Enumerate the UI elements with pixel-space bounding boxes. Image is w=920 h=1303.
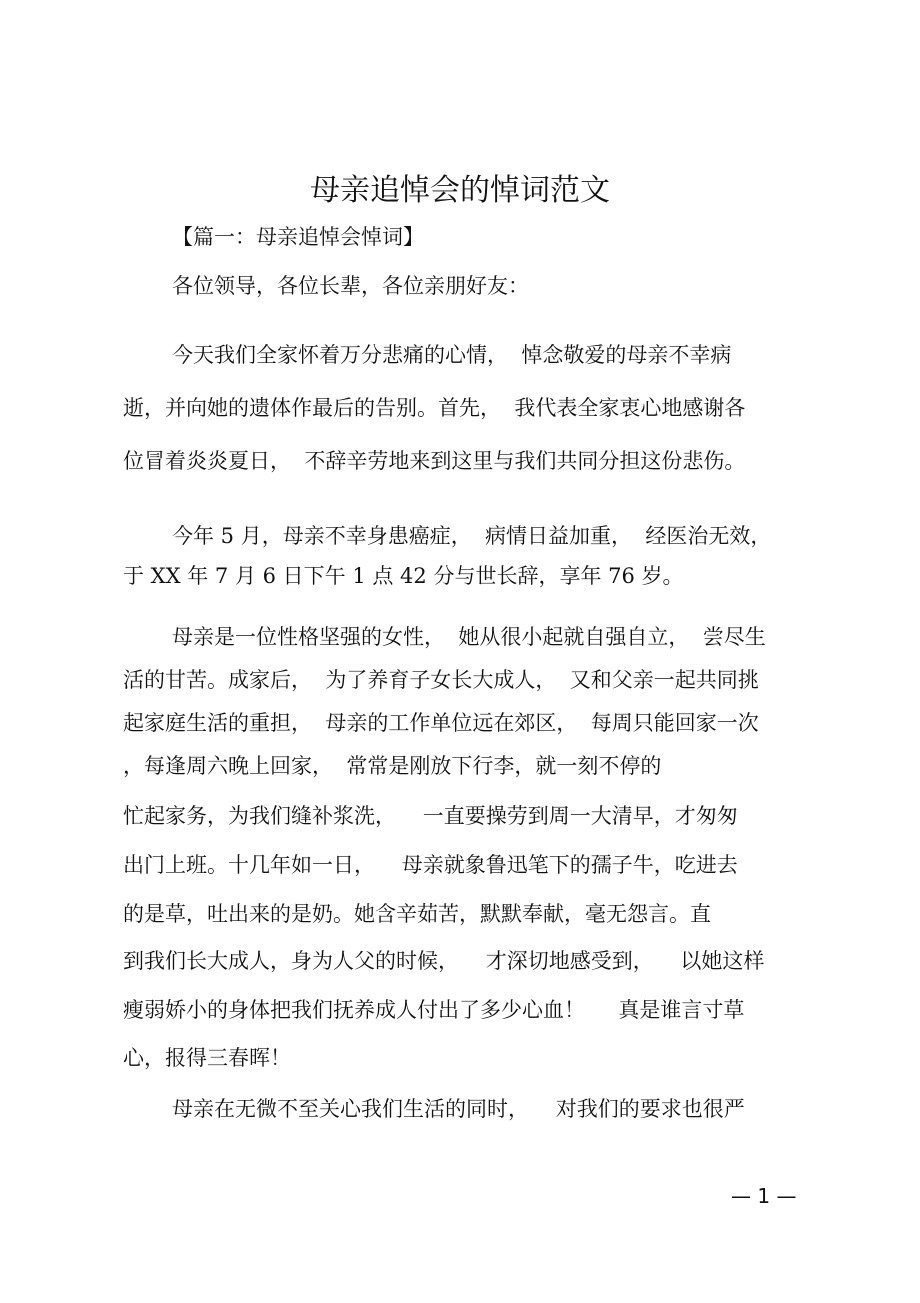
- section-heading: 【篇一：母亲追悼会悼词】: [172, 225, 424, 249]
- text-line: 逝，并向她的遗体作最后的告别。首先， 我代表全家衷心地感谢各: [123, 396, 746, 420]
- page-number: — 1 —: [731, 1184, 797, 1208]
- document-title: 母亲追悼会的悼词范文: [310, 173, 610, 208]
- text-line: 到我们长大成人，身为人父的时候， 才深切地感受到， 以她这样: [123, 949, 765, 973]
- text-line: 活的甘苦。成家后， 为了养育子女长大成人， 又和父亲一起共同挑: [123, 668, 759, 692]
- text-line: 今天我们全家怀着万分悲痛的心情， 悼念敬爱的母亲不幸病: [172, 343, 732, 367]
- text-line: 母亲是一位性格坚强的女性， 她从很小起就自强自立， 尝尽生: [172, 625, 766, 649]
- greeting: 各位领导，各位长辈，各位亲朋好友：: [172, 274, 529, 298]
- text-line: 出门上班。十几年如一日， 母亲就象鲁迅笔下的孺子牛，吃进去: [123, 853, 738, 877]
- text-line: 忙起家务，为我们缝补浆洗， 一直要操劳到周一大清早，才匆匆: [123, 804, 738, 828]
- text-line: 起家庭生活的重担， 母亲的工作单位远在郊区， 每周只能回家一次: [123, 711, 759, 735]
- text-line: 于 XX 年 7 月 6 日下午 1 点 42 分与世长辞，享年 76 岁。: [123, 564, 684, 588]
- text-line: 母亲在无微不至关心我们生活的同时， 对我们的要求也很严: [172, 1097, 745, 1121]
- text-line: 心，报得三春晖！: [123, 1046, 291, 1070]
- text-line: 瘦弱娇小的身体把我们抚养成人付出了多少心血！ 真是谁言寸草: [123, 998, 745, 1022]
- text-line: 今年 5 月，母亲不幸身患癌症， 病情日益加重， 经医治无效，: [172, 524, 772, 548]
- text-line: 的是草，吐出来的是奶。她含辛茹苦，默默奉献，毫无怨言。直: [123, 902, 711, 926]
- text-line: ，每逢周六晚上回家， 常常是刚放下行李，就一刻不停的: [123, 754, 662, 778]
- text-line: 位冒着炎炎夏日， 不辞辛劳地来到这里与我们共同分担这份悲伤。: [123, 449, 746, 473]
